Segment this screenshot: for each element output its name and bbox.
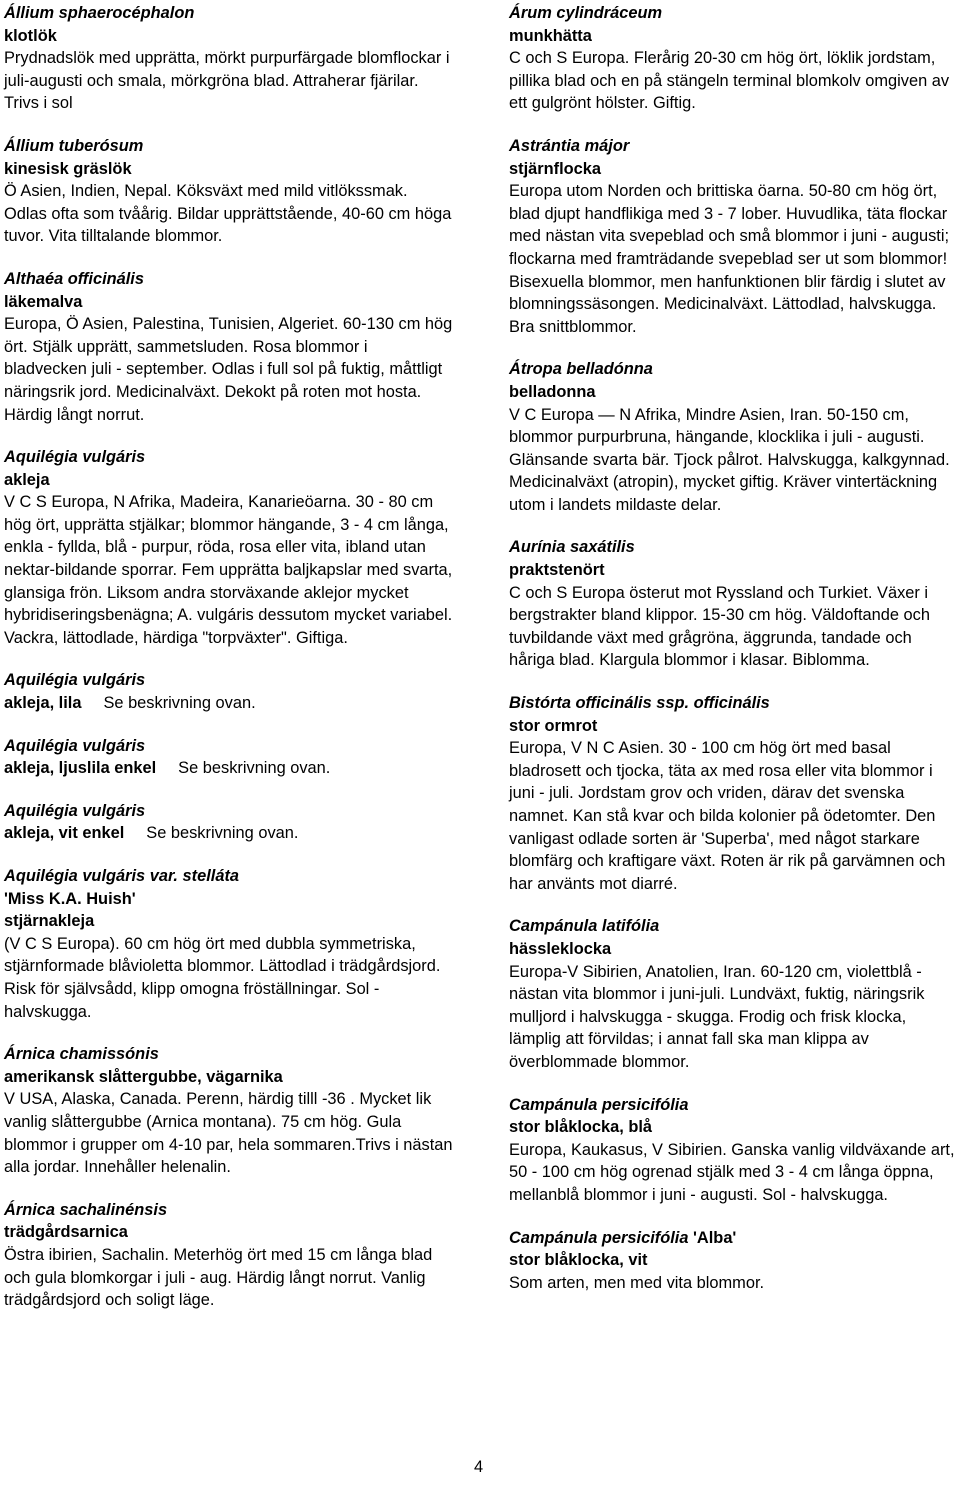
plant-description: C och S Europa. Flerårig 20-30 cm hög ört, löklik jordstam, pillika blad och en på stängeln terminal blomkolv omgiven av ett gulgrönt hölster. Giftig. (509, 49, 950, 113)
swedish-name: stor blåklocka, blå (509, 1118, 653, 1137)
plant-description: Som arten, men med vita blommor. (509, 1273, 765, 1292)
plant-entry (509, 536, 959, 672)
plant-description: V C Europa — N Afrika, Mindre Asien, Iran. 50-150 cm, blommor purpurbruna, hängande, klocklika i juli - augusti. Glänsande svarta bär. Tjock pålrot. Halvskugga, kalkgynnad. Medicinalväxt (atropin), mycket giftig. Kräver vintertäckning utom i landets mildaste delar. (509, 405, 950, 514)
plant-entry (4, 669, 454, 714)
latin-name: Campánula persicifólia (509, 1095, 689, 1114)
swedish-name: stjärnflocka (509, 159, 602, 178)
plant-description: Europa utom Norden och brittiska öarna. 50-80 cm hög ört, blad djupt handflikiga med 3 - 7 lober. Huvudlika, täta flockar med nästan vita svepeblad och små blommor i juni - augusti; flockarna med framträdande svepeblad ser ut som blommor! Bisexuella blommor, men hanfunktionen blir färdig i slutet av blomningssäsongen. Medicinalväxt. Lättodlad, halvskugga. Bra snittblommor. (509, 182, 950, 336)
swedish-name: stor ormrot (509, 716, 598, 735)
left-column (4, 2, 454, 1332)
latin-name: Aquilégia vulgáris var. stelláta (4, 867, 240, 885)
swedish-name: läkemalva (4, 292, 83, 311)
latin-name: Campánula latifólia (509, 917, 660, 936)
plant-description: Europa, Kaukasus, V Sibirien. Ganska vanlig vildväxande art, 50 - 100 cm hög ogrenad stjälk med 3 - 4 cm långa öppna, mellanblå blommor i juni - augusti. Sol - halvskugga. (509, 1140, 955, 1204)
plant-entry (4, 735, 454, 780)
latin-name: Althaéa officinális (4, 269, 144, 288)
plant-description: V C S Europa, N Afrika, Madeira, Kanarieöarna. 30 - 80 cm hög ört, upprätta stjälkar; blommor hängande, 3 - 4 cm långa, enkla - fyllda, blå - purpur, röda, rosa eller vita, ibland utan nektar-bildande sporrar. Fem upprätta baljkapslar med svarta, glansiga frön. Liksom andra storväxande aklejor mycket hybridiseringsbenägna; A. vulgáris dessutom mycket variabel. Vackra, lättodlade, härdiga "torpväxter". Giftiga. (4, 493, 453, 647)
swedish-name: stjärnakleja (4, 912, 95, 931)
plant-entry (509, 135, 959, 338)
plant-entry (509, 1094, 959, 1207)
latin-name: Árnica sachalinénsis (4, 1200, 168, 1219)
plant-entry (4, 1199, 454, 1312)
plant-description: (V C S Europa). 60 cm hög ört med dubbla symmetriska, stjärnformade blåvioletta blommor. Lättodlad i trädgårdsjord. Risk för självsådd, klipp omogna fröställningar. Sol - halvskugga. (4, 934, 441, 1021)
see-above-note: Se beskrivning ovan. (178, 759, 331, 778)
see-above-note: Se beskrivning ovan. (103, 694, 256, 713)
swedish-name: trädgårdsarnica (4, 1223, 128, 1242)
latin-name: Astrántia májor (509, 136, 630, 155)
latin-name: Állium sphaerocéphalon (4, 4, 195, 22)
cultivar-name: 'Alba' (693, 1228, 737, 1247)
swedish-name: klotlök (4, 26, 57, 45)
latin-name: Aquilégia vulgáris (4, 671, 146, 690)
plant-entry (509, 1227, 959, 1295)
plant-entry (4, 865, 454, 1023)
latin-name: Árnica chamissónis (4, 1045, 159, 1064)
swedish-name: akleja, vit enkel (4, 824, 125, 843)
swedish-name: praktstenört (509, 561, 605, 580)
plant-description: Europa-V Sibirien, Anatolien, Iran. 60-120 cm, violettblå - nästan vita blommor i juni-juli. Lundväxt, fuktig, näringsrik mulljord i halvskugga - skugga. Frodig och frisk klocka, lämplig att förvildas; i annat fall ska man klippa av överblommade blommor. (509, 962, 925, 1071)
plant-description: Ö Asien, Indien, Nepal. Köksväxt med mild vitlökssmak. Odlas ofta som tvåårig. Bildar upprättstående, 40-60 cm höga tuvor. Vita tilltalande blommor. (4, 182, 452, 246)
swedish-name: amerikansk slåttergubbe, vägarnika (4, 1067, 283, 1086)
swedish-name: hässleklocka (509, 939, 612, 958)
latin-name: Aurínia saxátilis (509, 538, 635, 557)
plant-description: Europa, Ö Asien, Palestina, Tunisien, Algeriet. 60-130 cm hög ört. Stjälk upprätt, sammetsluden. Rosa blommor i bladvecken juli - september. Odlas i full sol på fuktig, måttligt näringsrik jord. Medicinalväxt. Dekokt på roten mot hosta. Härdig långt norrut. (4, 315, 453, 424)
plant-entry (4, 446, 454, 649)
latin-name: Aquilégia vulgáris (4, 801, 146, 820)
latin-name: Átropa belladónna (509, 360, 653, 379)
plant-entry (4, 2, 454, 115)
swedish-name: munkhätta (509, 26, 592, 45)
plant-entry (509, 915, 959, 1073)
see-above-note: Se beskrivning ovan. (146, 824, 299, 843)
latin-name-line (509, 1227, 959, 1250)
swedish-name-line (4, 757, 454, 780)
swedish-name: belladonna (509, 382, 596, 401)
plant-entry (4, 800, 454, 845)
latin-name: Árum cylindráceum (509, 4, 663, 22)
plant-entry (509, 358, 959, 516)
right-column (509, 2, 959, 1314)
swedish-name: akleja, ljuslila enkel (4, 759, 157, 778)
plant-entry (4, 1043, 454, 1179)
swedish-name: stor blåklocka, vit (509, 1251, 648, 1270)
plant-description: Östra ibirien, Sachalin. Meterhög ört med 15 cm långa blad och gula blomkorgar i juli - aug. Härdig långt norrut. Vanlig trädgårdsjord och soligt läge. (4, 1245, 433, 1310)
swedish-name: akleja (4, 470, 50, 489)
plant-description: Prydnadslök med upprätta, mörkt purpurfärgade blomflockar i juli-augusti och smala, mörkgröna blad. Attraherar fjärilar. Trivs i sol (4, 49, 450, 113)
plant-description: V USA, Alaska, Canada. Perenn, härdig tilll -36 . Mycket lik vanlig slåttergubbe (Arnica montana). 75 cm hög. Gula blommor i grupper om 4-10 par, hela sommaren.Trivs i nästan alla jordar. Innehåller helenalin. (4, 1090, 453, 1177)
plant-entry (4, 135, 454, 248)
plant-description: C och S Europa österut mot Ryssland och Turkiet. Växer i bergstrakter bland klippor. 15-30 cm hög. Väldoftande och tuvbildande växt med grågröna, äggrunda, tandade och håriga blad. Klargula blommor i klasar. Biblomma. (509, 583, 930, 670)
plant-entry (509, 692, 959, 895)
swedish-name-line (4, 822, 454, 845)
latin-name: Aquilégia vulgáris (4, 736, 146, 755)
plant-entry (4, 268, 454, 426)
latin-name: Állium tuberósum (4, 136, 144, 155)
cultivar-name: 'Miss K.A. Huish' (4, 889, 136, 908)
latin-name: Campánula persicifólia (509, 1228, 689, 1247)
latin-name: Bistórta officinális ssp. officinális (509, 694, 770, 713)
plant-description: Europa, V N C Asien. 30 - 100 cm hög ört med basal bladrosett och tjocka, täta ax med rosa eller vita blommor i juni - juli. Jordstam grov och vriden, därav det svenska namnet. Kan stå kvar och bilda kolonier på ödetomter. Den vanligast odlade sorten är 'Superba', med något starkare blomfärg och kraftigare växt. Roten är rik på garvämnen och har använts mot diarré. (509, 739, 946, 893)
page-number: 4 (474, 1458, 484, 1476)
plant-entry (509, 2, 959, 115)
swedish-name-line (4, 692, 454, 715)
swedish-name: akleja, lila (4, 694, 82, 713)
swedish-name: kinesisk gräslök (4, 159, 132, 178)
latin-name: Aquilégia vulgáris (4, 448, 146, 467)
